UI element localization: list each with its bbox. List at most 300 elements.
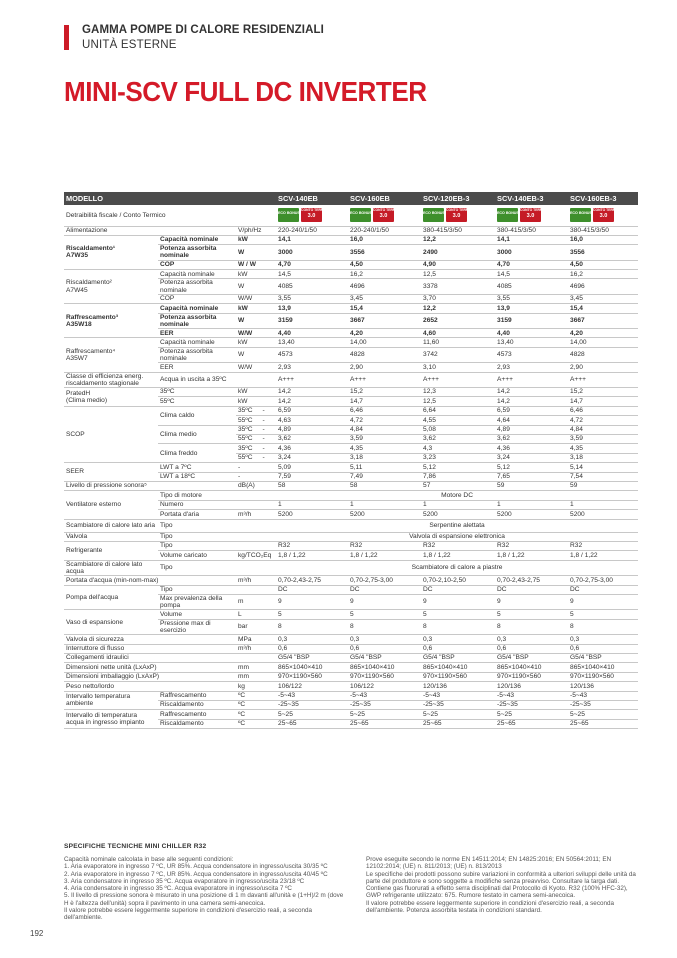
table-cell: 1,8 / 1,22 xyxy=(568,551,638,560)
table-row xyxy=(64,226,638,235)
table-cell: 4,90 xyxy=(421,260,495,269)
table-cell: 11,60 xyxy=(421,338,495,347)
table-cell: kW xyxy=(236,397,276,406)
table-cell: 7,54 xyxy=(568,472,638,481)
ecobonus-badge: ECO BONUS xyxy=(350,208,371,222)
table-cell: 3,24 xyxy=(276,453,348,462)
table-cell: 3,10 xyxy=(421,363,495,372)
table-cell: EER xyxy=(158,363,236,372)
table-cell xyxy=(236,406,276,415)
table-cell: Portata d'acqua (min-nom-max) xyxy=(64,576,236,585)
table-cell: ºC xyxy=(236,700,276,709)
table-cell: 3,59 xyxy=(568,435,638,444)
table-cell: 15,4 xyxy=(348,304,421,313)
table-cell: Capacità nominale xyxy=(158,304,236,313)
table-cell: R32 xyxy=(276,541,348,550)
table-cell: 3,62 xyxy=(421,435,495,444)
conto-termico-badge: CONTO TERMICO 3.0 xyxy=(373,208,394,222)
table-cell: 59 xyxy=(495,481,568,490)
group-label: PratedH (Clima medio) xyxy=(64,388,158,407)
table-cell: 0,6 xyxy=(568,644,638,653)
table-cell: 5,12 xyxy=(495,463,568,472)
table-cell: 5200 xyxy=(495,510,568,519)
table-cell: 9 xyxy=(276,594,348,609)
table-cell: Potenza assorbita nominale xyxy=(158,347,236,362)
table-cell: Dimensioni imballaggio (LxAxP) xyxy=(64,672,236,681)
table-cell: Portata d'aria xyxy=(158,510,236,519)
footnotes-title: SPECIFICHE TECNICHE MINI CHILLER R32 xyxy=(64,843,207,850)
table-cell: -25~35 xyxy=(421,700,495,709)
table-cell: 8 xyxy=(421,619,495,634)
table-cell: 4,89 xyxy=(495,425,568,434)
table-row xyxy=(64,532,638,541)
group-label: Raffrescamento⁴ A35W7 xyxy=(64,338,158,372)
model-header: SCV-160EB xyxy=(348,192,421,205)
table-cell: -5~43 xyxy=(421,691,495,700)
table-cell: Tipo di motore xyxy=(158,491,276,500)
table-cell: W/W xyxy=(236,294,276,303)
table-cell: -25~35 xyxy=(348,700,421,709)
temp-label: 35ºC xyxy=(238,426,253,434)
table-cell: 6,59 xyxy=(276,406,348,415)
table-cell: V/ph/Hz xyxy=(236,226,276,235)
table-cell: Clima caldo xyxy=(158,406,236,425)
table-cell: 14,7 xyxy=(568,397,638,406)
table-cell: DC xyxy=(276,585,348,594)
table-cell: 14,1 xyxy=(276,235,348,244)
table-cell: 9 xyxy=(421,594,495,609)
table-cell: 3,55 xyxy=(276,294,348,303)
table-cell: mm xyxy=(236,672,276,681)
table-cell: G5/4 "BSP xyxy=(276,653,348,662)
table-cell: 57 xyxy=(421,481,495,490)
footnote: Capacità nominale calcolata in base alle seguenti condizioni: xyxy=(64,856,234,863)
table-cell: 380-415/3/50 xyxy=(421,226,495,235)
table-cell: 9 xyxy=(348,594,421,609)
table-cell: Clima freddo xyxy=(158,444,236,463)
table-cell: m³/h xyxy=(236,576,276,585)
table-cell: m³/h xyxy=(236,510,276,519)
table-cell: 3556 xyxy=(568,245,638,260)
table-cell: 4,60 xyxy=(421,329,495,338)
table-cell: Scambiatore di calore lato aria xyxy=(64,519,158,532)
table-cell: 970×1190×560 xyxy=(568,672,638,681)
table-cell: Collegamenti idraulici xyxy=(64,653,276,662)
table-cell: COP xyxy=(158,260,236,269)
group-label: Refrigerante xyxy=(64,541,158,560)
table-cell: 16,2 xyxy=(348,270,421,279)
group-label: Raffrescamento³ A35W18 xyxy=(64,304,158,338)
table-cell: 4,70 xyxy=(495,260,568,269)
table-cell: 865×1040×410 xyxy=(568,663,638,672)
table-cell: Capacità nominale xyxy=(158,270,236,279)
table-cell: 0,3 xyxy=(276,635,348,644)
table-cell: 7,49 xyxy=(348,472,421,481)
footnote: Prove eseguite secondo le norme EN 14511:2014; EN 14825:2016; EN 50564:2011; EN 12102:2014; (UE) n. 811/2013; (UE) n. 813/2013 xyxy=(366,856,612,871)
table-cell: Tipo xyxy=(158,560,276,576)
page-title: MINI-SCV FULL DC INVERTER xyxy=(64,76,427,107)
table-cell: Tipo xyxy=(158,519,276,532)
table-row xyxy=(64,388,638,397)
badge-cell xyxy=(276,205,348,226)
table-cell: 12,3 xyxy=(421,388,495,397)
table-cell: 865×1040×410 xyxy=(495,663,568,672)
table-cell xyxy=(236,444,276,453)
unit-label: - xyxy=(262,426,265,434)
table-cell: A+++ xyxy=(421,372,495,387)
table-cell: 3159 xyxy=(495,313,568,328)
table-cell: 16,2 xyxy=(568,270,638,279)
table-cell: Numero xyxy=(158,500,276,509)
table-row xyxy=(64,691,638,700)
table-cell: 5~25 xyxy=(276,710,348,719)
table-cell: Detraibilità fiscale / Conto Termico xyxy=(64,205,276,226)
badge-cell xyxy=(495,205,568,226)
table-cell: 0,70-2,75-3,00 xyxy=(568,576,638,585)
table-cell: 120/136 xyxy=(495,682,568,691)
table-cell: 4,84 xyxy=(568,425,638,434)
spec-table xyxy=(64,192,638,729)
table-cell: 5 xyxy=(495,610,568,619)
table-cell: 14,5 xyxy=(495,270,568,279)
table-cell: Riscaldamento xyxy=(158,719,236,728)
table-cell: 0,3 xyxy=(348,635,421,644)
table-cell: 4,40 xyxy=(276,329,348,338)
table-cell: Volume caricato xyxy=(158,551,236,560)
table-cell: 14,2 xyxy=(495,388,568,397)
table-cell: 4085 xyxy=(276,279,348,294)
table-cell: 9 xyxy=(568,594,638,609)
table-cell: 4,55 xyxy=(421,416,495,425)
table-cell: 7,86 xyxy=(421,472,495,481)
group-label: Ventilatore esterno xyxy=(64,491,158,519)
table-cell: 5~25 xyxy=(568,710,638,719)
footnote: 3. Aria condensatore in ingresso 35 ºC. Acqua evaporatore in ingresso/uscita 23/18 ºC xyxy=(64,877,305,885)
temp-label: 55ºC xyxy=(238,435,253,443)
table-cell: Scambiatore di calore lato acqua xyxy=(64,560,158,576)
table-cell: 5,11 xyxy=(348,463,421,472)
table-cell: Potenza assorbita nominale xyxy=(158,245,236,260)
table-cell: 5~25 xyxy=(495,710,568,719)
table-cell: W/W xyxy=(236,329,276,338)
ecobonus-badge: ECO BONUS xyxy=(278,208,299,222)
table-cell: Capacità nominale xyxy=(158,338,236,347)
table-cell: 0,70-2,43-2,75 xyxy=(276,576,348,585)
table-cell: 6,46 xyxy=(568,406,638,415)
table-cell: Potenza assorbita nominale xyxy=(158,279,236,294)
table-cell: Valvola xyxy=(64,532,158,541)
table-cell: 4696 xyxy=(568,279,638,294)
table-cell: EER xyxy=(158,329,236,338)
unit-label: - xyxy=(262,407,265,415)
table-cell: kW xyxy=(236,235,276,244)
table-cell: 25~65 xyxy=(421,719,495,728)
table-row xyxy=(64,205,638,226)
table-cell: -5~43 xyxy=(495,691,568,700)
table-row xyxy=(64,560,638,576)
table-cell: 220-240/1/50 xyxy=(348,226,421,235)
table-row xyxy=(64,372,638,387)
table-cell: 5,08 xyxy=(421,425,495,434)
table-cell: 3,45 xyxy=(568,294,638,303)
table-cell: 3,23 xyxy=(421,453,495,462)
table-cell: 0,6 xyxy=(348,644,421,653)
conto-termico-badge: CONTO TERMICO 3.0 xyxy=(520,208,541,222)
table-cell: A+++ xyxy=(495,372,568,387)
table-cell: 7,65 xyxy=(495,472,568,481)
group-label: SCOP xyxy=(64,406,158,462)
table-cell: 1 xyxy=(568,500,638,509)
table-row xyxy=(64,644,638,653)
table-cell: 5,09 xyxy=(276,463,348,472)
table-row xyxy=(64,576,638,585)
table-cell: 3000 xyxy=(495,245,568,260)
table-cell: 4,36 xyxy=(276,444,348,453)
table-cell: kW xyxy=(236,388,276,397)
table-cell: 12,2 xyxy=(421,304,495,313)
table-cell: 5 xyxy=(568,610,638,619)
table-cell: 106/122 xyxy=(276,682,348,691)
table-cell: G5/4 "BSP xyxy=(348,653,421,662)
table-cell: 25~65 xyxy=(568,719,638,728)
table-cell: 14,7 xyxy=(348,397,421,406)
table-cell: 5 xyxy=(348,610,421,619)
table-cell: m xyxy=(236,594,276,609)
table-cell: 2490 xyxy=(421,245,495,260)
table-cell: 5,12 xyxy=(421,463,495,472)
table-cell: 2,93 xyxy=(276,363,348,372)
footnote: 5. Il livello di pressione sonora è misurato in una posizione di 1 m davanti all'unità e (1+H)/2 m (dove H è l'altezza dell'unità) sopra il pavimento in una camera semi-anecoica. xyxy=(64,892,344,907)
table-cell: Pressione max di esercizio xyxy=(158,619,236,634)
table-cell: 8 xyxy=(276,619,348,634)
table-cell: Max prevalenza della pompa xyxy=(158,594,236,609)
table-cell: 14,1 xyxy=(495,235,568,244)
table-cell: 13,9 xyxy=(495,304,568,313)
table-cell: 25~65 xyxy=(276,719,348,728)
table-row xyxy=(64,682,638,691)
table-cell: Raffrescamento xyxy=(158,691,236,700)
table-cell: 1,8 / 1,22 xyxy=(495,551,568,560)
table-row xyxy=(64,304,638,313)
table-cell: 2,90 xyxy=(568,363,638,372)
table-cell: 4,72 xyxy=(348,416,421,425)
table-cell: 3,18 xyxy=(348,453,421,462)
table-cell: 3000 xyxy=(276,245,348,260)
table-cell: 4,72 xyxy=(568,416,638,425)
table-cell xyxy=(236,435,276,444)
table-cell: Tipo xyxy=(158,541,276,550)
table-cell xyxy=(236,425,276,434)
table-cell: 0,70-2,75-3,00 xyxy=(348,576,421,585)
table-cell: mm xyxy=(236,663,276,672)
footnote: 1. Aria evaporatore in ingresso 7 ºC, UR 85%. Acqua condensatore in ingresso/uscita 30/35 ºC xyxy=(64,863,328,871)
table-cell: 4,35 xyxy=(568,444,638,453)
table-cell: ºC xyxy=(236,691,276,700)
model-header: SCV-140EB xyxy=(276,192,348,205)
table-cell: A+++ xyxy=(568,372,638,387)
table-cell: G5/4 "BSP xyxy=(568,653,638,662)
table-cell: 16,0 xyxy=(568,235,638,244)
footnote: 4. Aria condensatore in ingresso 35 ºC. Acqua evaporatore in ingresso/uscita 7 ºC xyxy=(64,885,292,893)
header-cell: MODELLO xyxy=(64,192,276,205)
table-cell: 3742 xyxy=(421,347,495,362)
table-cell: 4696 xyxy=(348,279,421,294)
table-cell: 6,46 xyxy=(348,406,421,415)
table-cell: 4573 xyxy=(495,347,568,362)
table-cell: 5200 xyxy=(568,510,638,519)
table-cell: - xyxy=(236,463,276,472)
table-cell: 13,40 xyxy=(495,338,568,347)
table-cell: Riscaldamento xyxy=(158,700,236,709)
group-label: Vaso di espansione xyxy=(64,610,158,635)
table-row xyxy=(64,663,638,672)
table-cell: 380-415/3/50 xyxy=(568,226,638,235)
table-cell: DC xyxy=(421,585,495,594)
table-cell: W / W xyxy=(236,260,276,269)
table-cell: DC xyxy=(348,585,421,594)
table-cell: - xyxy=(236,472,276,481)
table-cell: LWT a 18ºC xyxy=(158,472,236,481)
table-cell: 4,64 xyxy=(495,416,568,425)
table-cell: Capacità nominale xyxy=(158,235,236,244)
table-cell: kg xyxy=(236,682,276,691)
table-cell: Livello di pressione sonora⁵ xyxy=(64,481,236,490)
table-cell: dB(A) xyxy=(236,481,276,490)
table-cell: 3159 xyxy=(276,313,348,328)
table-row xyxy=(64,491,638,500)
table-cell: 0,3 xyxy=(421,635,495,644)
table-cell: 4,84 xyxy=(348,425,421,434)
table-cell: 14,00 xyxy=(568,338,638,347)
footnotes-left xyxy=(64,856,344,922)
table-cell: 3667 xyxy=(348,313,421,328)
table-row xyxy=(64,610,638,619)
table-cell: kg/TCO₂Eq xyxy=(236,551,276,560)
ecobonus-badge: ECO BONUS xyxy=(423,208,444,222)
table-cell: 0,3 xyxy=(568,635,638,644)
conto-termico-badge: CONTO TERMICO 3.0 xyxy=(301,208,322,222)
table-cell: W/W xyxy=(236,363,276,372)
table-cell: 8 xyxy=(495,619,568,634)
table-row xyxy=(64,710,638,719)
table-row xyxy=(64,519,638,532)
table-cell: 3,70 xyxy=(421,294,495,303)
table-cell: 3,18 xyxy=(568,453,638,462)
table-cell: 0,6 xyxy=(276,644,348,653)
section-title: GAMMA POMPE DI CALORE RESIDENZIALI xyxy=(82,24,324,36)
table-cell: Classe di efficienza energ. riscaldamento stagionale xyxy=(64,372,158,387)
table-cell: 4,63 xyxy=(276,416,348,425)
table-cell: LWT a 7ºC xyxy=(158,463,236,472)
table-cell: W xyxy=(236,279,276,294)
table-cell: 5~25 xyxy=(348,710,421,719)
table-cell: 3,55 xyxy=(495,294,568,303)
section-subtitle: UNITÀ ESTERNE xyxy=(82,39,177,51)
group-label: SEER xyxy=(64,463,158,482)
table-cell: 16,0 xyxy=(348,235,421,244)
table-cell: 58 xyxy=(276,481,348,490)
table-row xyxy=(64,270,638,279)
table-cell: 15,2 xyxy=(568,388,638,397)
table-cell: 1,8 / 1,22 xyxy=(276,551,348,560)
table-cell: 5 xyxy=(276,610,348,619)
table-cell: 15,2 xyxy=(348,388,421,397)
badge-cell xyxy=(348,205,421,226)
unit-label: - xyxy=(262,454,265,462)
table-cell: m³/h xyxy=(236,644,276,653)
table-cell: Volume xyxy=(158,610,236,619)
table-cell: 14,00 xyxy=(348,338,421,347)
table-cell: 15,4 xyxy=(568,304,638,313)
table-cell: Raffrescamento xyxy=(158,710,236,719)
footnote: Contiene gas fluorurati a effetto serra disciplinati dal Protocollo di Kyoto. R32 (100% HFC-32), GWP refrigerante utilizzato: 675. Rumore testato in camera semi-anecoica. xyxy=(366,885,628,900)
table-row xyxy=(64,541,638,550)
table-cell: 8 xyxy=(568,619,638,634)
table-cell: 12,5 xyxy=(421,270,495,279)
table-cell: 14,5 xyxy=(276,270,348,279)
table-cell: 5200 xyxy=(276,510,348,519)
table-cell: 865×1040×410 xyxy=(348,663,421,672)
page-number: 192 xyxy=(30,929,44,938)
temp-label: 55ºC xyxy=(238,454,253,462)
table-cell: DC xyxy=(495,585,568,594)
unit-label: - xyxy=(262,416,265,424)
table-cell: Tipo xyxy=(158,585,276,594)
table-cell: G5/4 "BSP xyxy=(421,653,495,662)
table-cell: R32 xyxy=(495,541,568,550)
table-row xyxy=(64,338,638,347)
table-cell: A+++ xyxy=(348,372,421,387)
table-cell: W xyxy=(236,245,276,260)
ecobonus-badge: ECO BONUS xyxy=(497,208,518,222)
table-cell: Acqua in uscita a 35ºC xyxy=(158,372,276,387)
table-cell: Serpentine alettata xyxy=(276,519,638,532)
table-cell: 0,70-2,43-2,75 xyxy=(495,576,568,585)
table-cell: Peso netto/lordo xyxy=(64,682,236,691)
table-row xyxy=(64,192,638,205)
ecobonus-badge: ECO BONUS xyxy=(570,208,591,222)
table-cell: Dimensioni nette unità (LxAxP) xyxy=(64,663,236,672)
badge-cell xyxy=(568,205,638,226)
table-cell: 4573 xyxy=(276,347,348,362)
table-cell: 1 xyxy=(421,500,495,509)
footnote: Il valore potrebbe essere leggermente superiore in condizioni d'esercizio reali, a seconda dell'ambiente. Potenza assorbita testata in condizioni standard. xyxy=(366,899,614,915)
table-cell: 2652 xyxy=(421,313,495,328)
table-cell: 2,93 xyxy=(495,363,568,372)
table-cell: 4,36 xyxy=(495,444,568,453)
group-label: Riscaldamento¹ A7W35 xyxy=(64,235,158,269)
table-cell: R32 xyxy=(421,541,495,550)
header-accent-bar xyxy=(64,25,69,50)
conto-termico-badge: CONTO TERMICO 3.0 xyxy=(446,208,467,222)
table-row xyxy=(64,235,638,244)
table-cell: kW xyxy=(236,270,276,279)
table-cell: 58 xyxy=(348,481,421,490)
temp-label: 35ºC xyxy=(238,444,253,452)
table-cell: Valvola di sicurezza xyxy=(64,635,236,644)
table-cell: 865×1040×410 xyxy=(276,663,348,672)
table-cell: 6,64 xyxy=(421,406,495,415)
table-cell: 7,59 xyxy=(276,472,348,481)
group-label: Intervallo temperatura ambiente xyxy=(64,691,158,710)
table-cell: ºC xyxy=(236,710,276,719)
table-cell: 59 xyxy=(568,481,638,490)
table-cell: 25~65 xyxy=(348,719,421,728)
temp-label: 35ºC xyxy=(238,407,253,415)
table-cell: 3,62 xyxy=(495,435,568,444)
table-cell: -5~43 xyxy=(348,691,421,700)
table-cell: 970×1190×560 xyxy=(348,672,421,681)
